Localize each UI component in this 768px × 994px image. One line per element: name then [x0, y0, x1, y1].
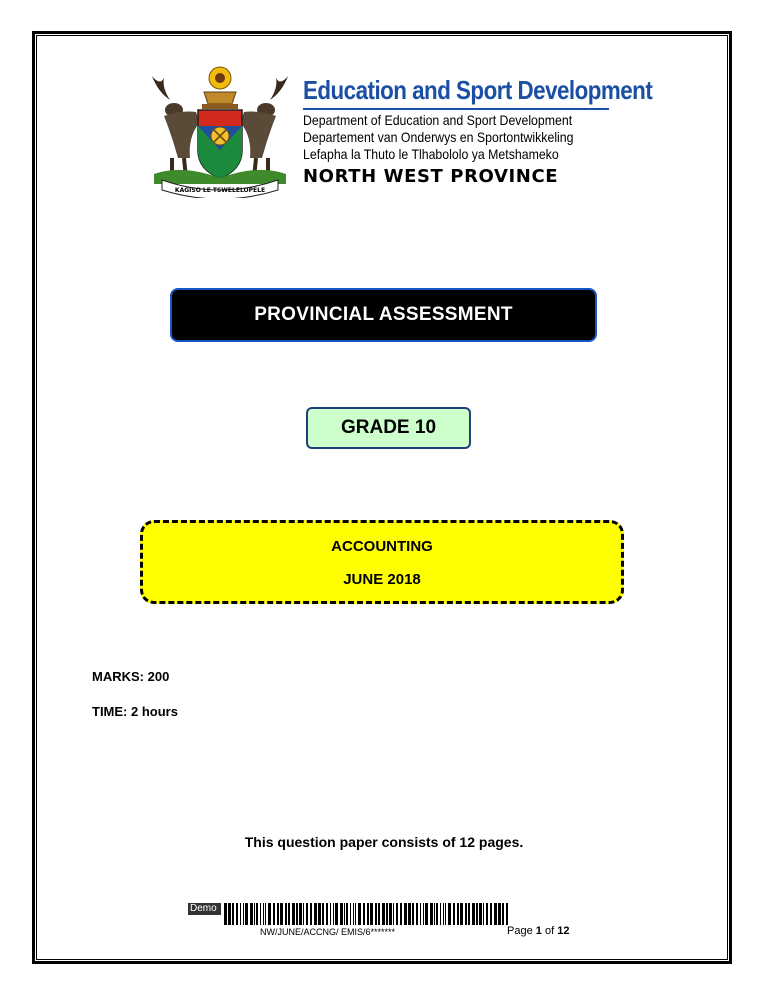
barcode-stripe: [436, 903, 438, 925]
kudu-right-icon: [240, 76, 288, 178]
barcode-stripe: [340, 903, 343, 925]
barcode-stripe: [265, 903, 266, 925]
barcode-stripe: [314, 903, 317, 925]
barcode-stripe: [472, 903, 475, 925]
barcode-bars: [188, 903, 510, 927]
barcode-stripe: [358, 903, 361, 925]
time-text: TIME: 2 hours: [92, 704, 178, 719]
barcode-stripe: [232, 903, 234, 925]
barcode-stripe: [228, 903, 231, 925]
coat-of-arms-logo: [142, 66, 298, 198]
sunflower-icon: [209, 67, 231, 89]
barcode-stripe: [460, 903, 463, 925]
marks-text: MARKS: 200: [92, 669, 170, 684]
barcode-stripe: [404, 903, 407, 925]
barcode-stripe: [370, 903, 373, 925]
page-prefix: Page: [507, 925, 533, 937]
barcode-stripe: [268, 903, 271, 925]
barcode-stripe: [434, 903, 435, 925]
barcode-stripe: [318, 903, 321, 925]
barcode-stripe: [375, 903, 377, 925]
barcode-stripe: [483, 903, 484, 925]
barcode-stripe: [254, 903, 255, 925]
barcode-stripe: [363, 903, 365, 925]
barcode-stripe: [240, 903, 241, 925]
barcode-stripe: [479, 903, 482, 925]
barcode-stripe: [498, 903, 501, 925]
kudu-left-icon: [152, 76, 200, 178]
barcode-stripe: [250, 903, 253, 925]
barcode-stripe: [224, 903, 227, 925]
barcode-stripe: [445, 903, 446, 925]
barcode-stripe: [367, 903, 369, 925]
shield-icon: [198, 110, 242, 178]
subject-box: [140, 520, 624, 604]
barcode-stripe: [299, 903, 302, 925]
barcode-stripe: [430, 903, 433, 925]
barcode-stripe: [326, 903, 328, 925]
barcode-stripe: [355, 903, 356, 925]
org-title-underline: [303, 108, 609, 110]
barcode-stripe: [468, 903, 470, 925]
barcode-stripe: [490, 903, 492, 925]
barcode-stripe: [448, 903, 451, 925]
barcode-stripe: [465, 903, 467, 925]
barcode-stripe: [256, 903, 258, 925]
barcode-stripe: [236, 903, 238, 925]
barcode-stripe: [425, 903, 428, 925]
crest-motto: KAGISO LE TSWELELOPELE: [174, 187, 266, 194]
barcode-stripe: [245, 903, 248, 925]
page-number: [507, 925, 569, 937]
barcode-stripe: [389, 903, 392, 925]
barcode-stripe: [346, 903, 348, 925]
barcode-stripe: [335, 903, 338, 925]
barcode-stripe: [502, 903, 504, 925]
barcode-stripe: [344, 903, 345, 925]
barcode-stripe: [273, 903, 275, 925]
barcode-stripe: [494, 903, 497, 925]
barcode-stripe: [263, 903, 264, 925]
department-name-afrikaans: Departement van Onderwys en Sportontwikkeling: [303, 129, 574, 145]
page-of: of: [544, 925, 555, 937]
barcode-stripe: [280, 903, 283, 925]
barcode-stripe: [292, 903, 295, 925]
department-name-setswana: Lefapha la Thuto le Tlhabololo ya Metshameko: [303, 146, 559, 162]
barcode-stripe: [416, 903, 418, 925]
grade-label: GRADE 10: [340, 417, 437, 438]
barcode-stripe: [396, 903, 398, 925]
barcode-text: NW/JUNE/ACCNG/ EMIS/6*******: [260, 927, 396, 937]
barcode-stripe: [322, 903, 324, 925]
barcode-stripe: [393, 903, 394, 925]
barcode-stripe: [382, 903, 385, 925]
barcode-stripe: [408, 903, 411, 925]
barcode-stripe: [243, 903, 244, 925]
barcode-stripe: [303, 903, 304, 925]
barcode-stripe: [412, 903, 414, 925]
barcode-stripe: [353, 903, 354, 925]
barcode-stripe: [260, 903, 261, 925]
barcode-stripe: [420, 903, 421, 925]
barcode-stripe: [350, 903, 351, 925]
barcode-stripe: [277, 903, 279, 925]
barcode-stripe: [443, 903, 444, 925]
barcode-stripe: [378, 903, 380, 925]
barcode-stripe: [333, 903, 334, 925]
barcode-stripe: [386, 903, 388, 925]
grade-box: [306, 407, 471, 449]
assessment-title: PROVINCIAL ASSESSMENT: [254, 304, 513, 325]
department-name-english: Department of Education and Sport Development: [303, 112, 573, 128]
barcode-stripe: [306, 903, 308, 925]
barcode-stripe: [453, 903, 455, 925]
exam-session: JUNE 2018: [343, 571, 421, 588]
barcode-stripe: [506, 903, 508, 925]
barcode-stripe: [330, 903, 331, 925]
barcode-stripe: [486, 903, 488, 925]
barcode-stripe: [457, 903, 459, 925]
barcode-stripe: [310, 903, 312, 925]
assessment-title-box: [170, 288, 597, 342]
province-name: NORTH WEST PROVINCE: [303, 166, 559, 187]
barcode-stripe: [285, 903, 287, 925]
subject-name: ACCOUNTING: [331, 538, 433, 555]
page-total: 12: [557, 925, 570, 937]
barcode-stripe: [400, 903, 402, 925]
barcode-stripe: [423, 903, 424, 925]
demo-label: Demo: [188, 903, 221, 915]
org-title: Education and Sport Development: [303, 75, 653, 105]
barcode-stripe: [440, 903, 441, 925]
barcode-stripe: [476, 903, 478, 925]
page-count-note: This question paper consists of 12 pages.: [244, 834, 524, 850]
page-current: 1: [535, 925, 542, 937]
barcode-stripe: [288, 903, 290, 925]
barcode-stripe: [296, 903, 298, 925]
